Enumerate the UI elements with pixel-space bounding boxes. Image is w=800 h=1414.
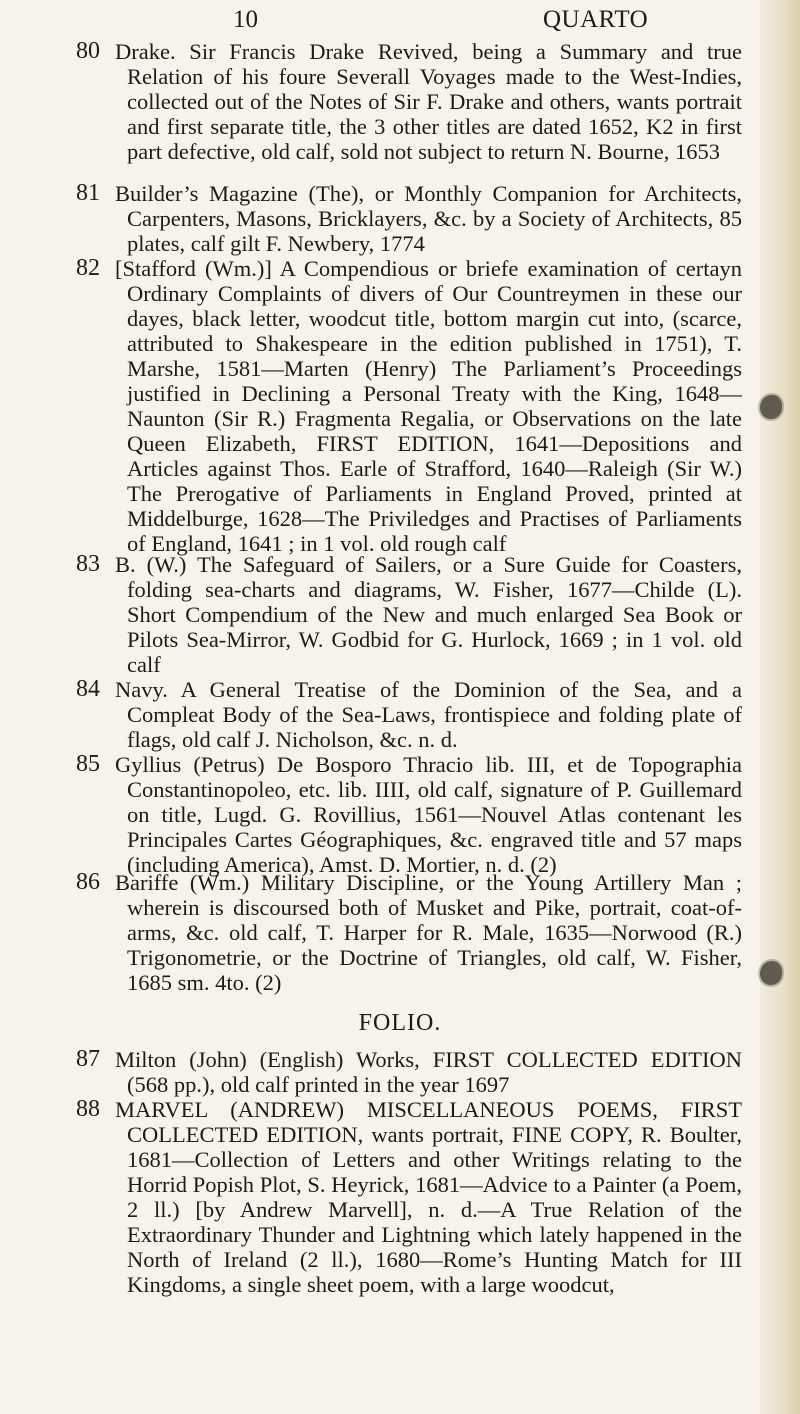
entry-text: Navy. A General Treatise of the Dominion of the Sea, and a Compleat Body of the Sea-Laws, frontispiece and folding plate of flags, old calf J. Nicholson, &c. n. d. xyxy=(115,677,742,752)
entry-text: [Stafford (Wm.)] A Compendious or briefe examination of certayn Ordinary Complaints of divers of Our Countreymen in these our dayes, black letter, woodcut title, bottom margin cut into, (scarce, attributed to Shakespeare in the edition published in 1751), T. Marshe, 1581—Marten (Henry) The Parliament’s Proceedings justified in Declining a Personal Treaty with the King, 1648—Naunton (Sir R.) Fragmenta Regalia, or Observations on the late Queen Elizabeth, FIRST EDITION, 1641—Depositions and Articles against Thos. Earle of Strafford, 1640—Raleigh (Sir W.) The Prerogative of Parliaments in England Proved, printed at Middelburge, 1628—The Priviledges and Practises of Parliaments of England, 1641 ; in 1 vol. old rough calf xyxy=(115,256,742,556)
page-format: QUARTO xyxy=(543,6,649,33)
catalogue-entry xyxy=(0,870,760,995)
entry-text: Builder’s Magazine (The), or Monthly Companion for Architects, Carpenters, Masons, Bricklayers, &c. by a Society of Architects, 85 plates, calf gilt F. Newbery, 1774 xyxy=(115,181,742,256)
entry-text: Gyllius (Petrus) De Bosporo Thracio lib. III, et de Topographia Constantinopoleo, etc. lib. IIII, old calf, signature of P. Guillemard on title, Lugd. G. Rovillius, 1561—Nouvel Atlas contenant les Principales Cartes Géographiques, &c. engraved title and 57 maps (including America), Amst. D. Mortier, n. d. (2) xyxy=(115,752,742,877)
catalogue-entry xyxy=(0,256,760,556)
entry-text: B. (W.) The Safeguard of Sailers, or a Sure Guide for Coasters, folding sea-charts and diagrams, W. Fisher, 1677—Childe (L). Short Compendium of the New and much enlarged Sea Book or Pilots Sea-Mirror, W. Godbid for G. Hurlock, 1669 ; in 1 vol. old calf xyxy=(115,552,742,677)
lot-number: 83 xyxy=(76,551,100,577)
catalogue-entry xyxy=(0,677,760,752)
catalogue-entry xyxy=(0,752,760,877)
lot-number: 87 xyxy=(76,1046,100,1072)
lot-number: 84 xyxy=(76,676,100,702)
section-heading: FOLIO. xyxy=(358,1010,442,1036)
lot-number: 82 xyxy=(76,255,100,281)
page-edge xyxy=(760,0,800,1414)
entry-text: MARVEL (ANDREW) MISCELLANEOUS POEMS, FIRST COLLECTED EDITION, wants portrait, FINE COPY, R. Boulter, 1681—Collection of Letters and other Writings relating to the Horrid Popish Plot, S. Heyrick, 1681—Advice to a Painter (a Poem, 2 ll.) [by Andrew Marvell], n. d.—A True Relation of the Extraordinary Thunder and Lightning which lately happened in the North of Ireland (2 ll.), 1680—Rome’s Hunting Match for III Kingdoms, a single sheet poem, with a large woodcut, xyxy=(115,1097,742,1297)
catalogue-entry xyxy=(0,39,760,164)
catalogue-entry xyxy=(0,1097,760,1297)
catalogue-entry xyxy=(0,181,760,256)
entry-text: Bariffe (Wm.) Military Discipline, or the Young Artillery Man ; wherein is discoursed both of Musket and Pike, portrait, coat-of-arms, &c. old calf, T. Harper for R. Male, 1635—Norwood (R.) Trigonometrie, or the Doctrine of Triangles, old calf, W. Fisher, 1685 sm. 4to. (2) xyxy=(115,870,742,995)
binding-mark xyxy=(760,961,782,985)
lot-number: 81 xyxy=(76,180,100,206)
entry-text: Milton (John) (English) Works, FIRST COLLECTED EDITION (568 pp.), old calf printed in the year 1697 xyxy=(115,1047,742,1097)
lot-number: 88 xyxy=(76,1096,100,1122)
entry-text: Drake. Sir Francis Drake Revived, being a Summary and true Relation of his foure Severall Voyages made to the West-Indies, collected out of the Notes of Sir F. Drake and others, wants portrait and first separate title, the 3 other titles are dated 1652, K2 in first part defective, old calf, sold not subject to return N. Bourne, 1653 xyxy=(115,39,742,164)
lot-number: 85 xyxy=(76,751,100,777)
binding-mark xyxy=(760,395,782,419)
lot-number: 80 xyxy=(76,38,100,64)
catalogue-entry xyxy=(0,552,760,677)
catalogue-entry xyxy=(0,1047,760,1097)
page-number: 10 xyxy=(233,6,258,33)
lot-number: 86 xyxy=(76,869,100,895)
